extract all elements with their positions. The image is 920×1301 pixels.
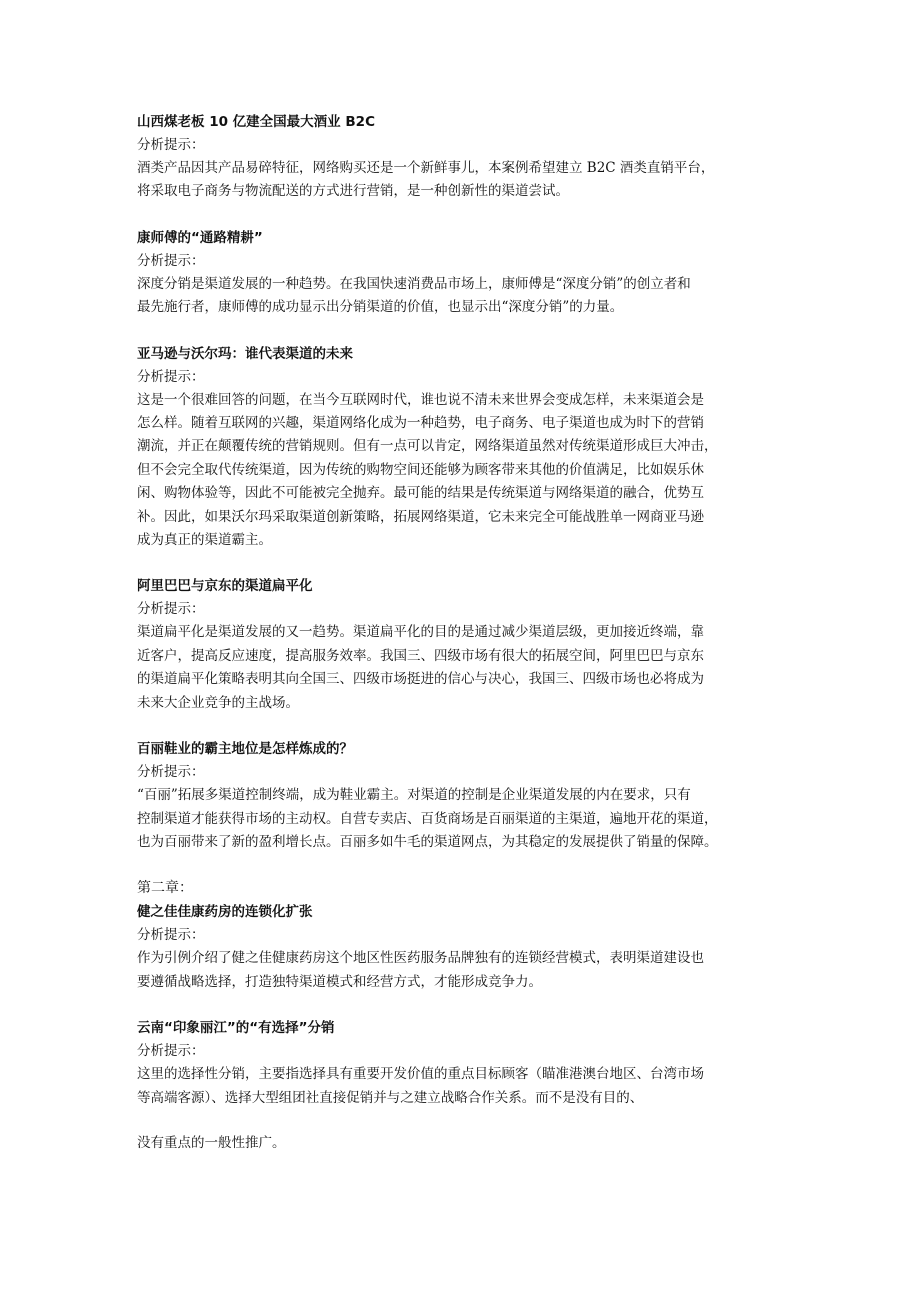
analysis-hint-label: 分析提示： [137, 927, 205, 944]
case-section-7 [137, 1016, 797, 1155]
case-title: 阿里巴巴与京东的渠道扁平化 [137, 578, 313, 595]
case-title: 亚马逊与沃尔玛：谁代表渠道的未来 [137, 345, 353, 362]
paragraph-line: 近客户，提高反应速度，提高服务效率。我国三、四级市场有很大的拓展空间，阿里巴巴与京东 [137, 647, 704, 664]
paragraph-line: 也为百丽带来了新的盈利增长点。百丽多如牛毛的渠道网点，为其稳定的发展提供了销量的保障。 [137, 833, 718, 850]
analysis-hint-label: 分析提示： [137, 601, 205, 618]
case-section-2 [137, 226, 797, 320]
case-section-6 [137, 876, 797, 994]
paragraph-line: 没有重点的一般性推广。 [137, 1134, 286, 1151]
analysis-hint-label: 分析提示： [137, 137, 205, 153]
analysis-hint-label: 分析提示： [137, 1043, 205, 1060]
case-section-1 [137, 110, 797, 204]
paragraph-line: 怎么样。随着互联网的兴趣，渠道网络化成为一种趋势，电子商务、电子渠道也成为时下的营销 [137, 415, 704, 432]
case-title: 康师傅的“通路精耕” [137, 229, 263, 246]
paragraph-line: 渠道扁平化是渠道发展的又一趋势。渠道扁平化的目的是通过减少渠道层级，更加接近终端，靠 [137, 624, 704, 641]
paragraph-line: 成为真正的渠道霸主。 [137, 532, 272, 549]
paragraph-line: 要遵循战略选择，打造独特渠道模式和经营方式，才能形成竞争力。 [137, 973, 542, 990]
analysis-hint-label: 分析提示： [137, 764, 205, 781]
analysis-hint-label: 分析提示： [137, 368, 205, 385]
paragraph-line: 的渠道扁平化策略表明其向全国三、四级市场挺进的信心与决心，我国三、四级市场也必将成为 [137, 671, 704, 688]
paragraph-line: 作为引例介绍了健之佳健康药房这个地区性医药服务品牌独有的连锁经营模式，表明渠道建设也 [137, 950, 704, 967]
paragraph-line: 等高端客源）、选择大型组团社直接促销并与之建立战略合作关系。而不是没有目的、 [137, 1089, 644, 1106]
paragraph-gap [137, 1110, 797, 1132]
paragraph-line: “百丽”拓展多渠道控制终端，成为鞋业霸主。对渠道的控制是企业渠道发展的内在要求，只有 [137, 787, 691, 804]
paragraph-line: 潮流，并正在颠覆传统的营销规则。但有一点可以肯定，网络渠道虽然对传统渠道形成巨大冲击， [137, 438, 718, 455]
case-title: 百丽鞋业的霸主地位是怎样炼成的？ [137, 741, 353, 758]
chapter-heading: 第二章： [137, 880, 193, 897]
paragraph-line: 闲、购物体验等，因此不可能被完全抛弃。最可能的结果是传统渠道与网络渠道的融合，优势互 [137, 485, 704, 502]
paragraph-line: 这是一个很难回答的问题，在当今互联网时代，谁也说不清未来世界会变成怎样，未来渠道会是 [137, 391, 704, 408]
case-section-5 [137, 737, 797, 854]
case-section-3 [137, 342, 797, 553]
paragraph-line: 最先施行者，康师傅的成功显示出分销渠道的价值，也显示出“深度分销”的力量。 [137, 299, 624, 316]
analysis-hint-label: 分析提示： [137, 252, 205, 269]
case-title: 山西煤老板 10 亿建全国最大酒业 B2C [137, 114, 375, 130]
document-page [137, 110, 797, 1177]
paragraph-line: 这里的选择性分销，主要指选择具有重要开发价值的重点目标顾客（瞄准港澳台地区、台湾市场 [137, 1066, 704, 1083]
case-section-4 [137, 574, 797, 715]
paragraph-line: 补。因此，如果沃尔玛采取渠道创新策略，拓展网络渠道，它未来完全可能战胜单一网商亚马逊 [137, 508, 704, 525]
paragraph-line: 但不会完全取代传统渠道，因为传统的购物空间还能够为顾客带来其他的价值满足，比如娱乐休 [137, 461, 704, 478]
case-title: 健之佳佳康药房的连锁化扩张 [137, 904, 313, 921]
paragraph-line: 深度分销是渠道发展的一种趋势。在我国快速消费品市场上，康师傅是“深度分销”的创立者和 [137, 275, 691, 292]
case-title: 云南“印象丽江”的“有选择”分销 [137, 1020, 335, 1037]
paragraph-line: 酒类产品因其产品易碎特征，网络购买还是一个新鲜事儿，本案例希望建立 B2C 酒类直销平台， [137, 160, 715, 176]
paragraph-line: 将采取电子商务与物流配送的方式进行营销，是一种创新性的渠道尝试。 [137, 183, 569, 200]
paragraph-line: 未来大企业竞争的主战场。 [137, 694, 299, 711]
paragraph-line: 控制渠道才能获得市场的主动权。自营专卖店、百货商场是百丽渠道的主渠道，遍地开花的渠道， [137, 810, 718, 827]
